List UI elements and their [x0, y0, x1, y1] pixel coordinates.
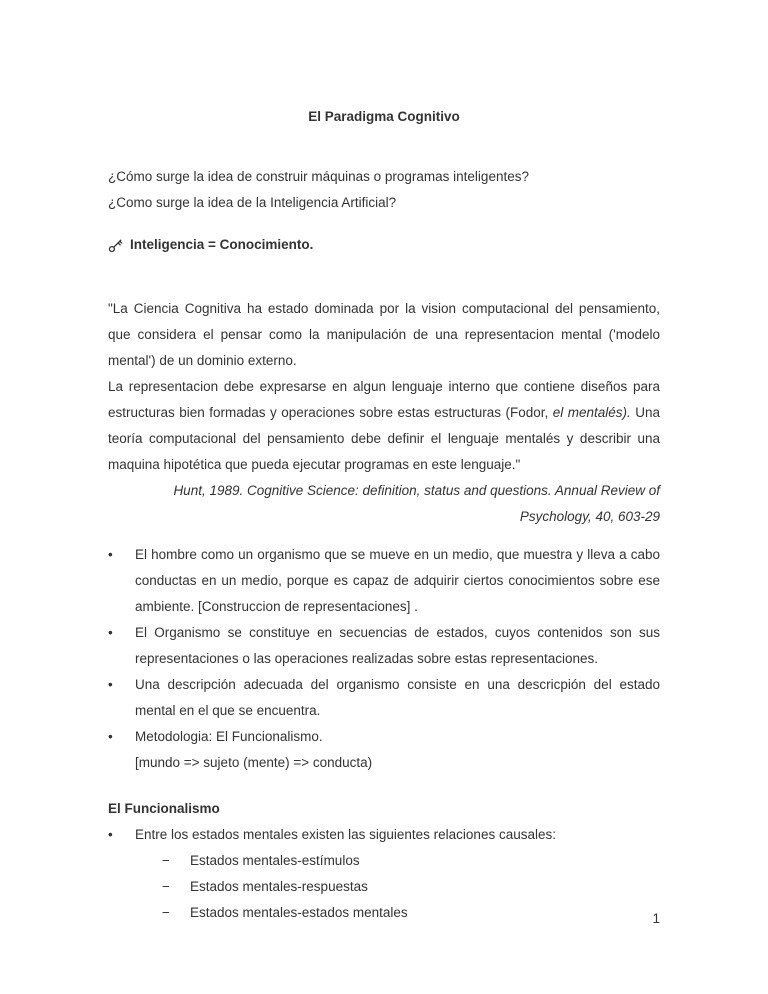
key-icon [108, 238, 123, 253]
intro-line: ¿Cómo surge la idea de construir máquinas o programas inteligentes? [108, 169, 529, 184]
page-title: El Paradigma Cognitivo [308, 109, 460, 124]
bullet-text: Una descripción adecuada del organismo consiste en una descricpión del estado mental en el que se encuentra. [135, 677, 660, 718]
page-number: 1 [652, 911, 660, 926]
bullet-marker: • [108, 547, 113, 562]
sub-item [162, 848, 660, 874]
list-item [108, 672, 660, 724]
sub-item-text: Estados mentales-estados mentales [190, 905, 408, 920]
quote-part: Una teoría computacional del pensamiento debe definir el lenguaje mentalés y describir una maquina hipotética que pueda ejecutar programas en este lenguaje." [108, 405, 660, 472]
section-heading: El Funcionalismo [108, 801, 220, 816]
bullet-text: El Organismo se constituye en secuencias de estados, cuyos contenidos son sus representaciones o las operaciones realizadas sobre estas representaciones. [135, 625, 660, 666]
dash-marker: − [162, 879, 170, 894]
bullet-text: Entre los estados mentales existen las siguientes relaciones causales: [135, 827, 556, 842]
bullet-text [135, 724, 660, 776]
list-item [108, 620, 660, 672]
list-item [108, 542, 660, 620]
list-item [108, 822, 660, 848]
sub-item [162, 900, 660, 926]
dash-marker: − [162, 905, 170, 920]
metodologia-note: [mundo => sujeto (mente) => conducta) [135, 755, 373, 770]
intro-questions [108, 164, 660, 216]
metodologia-text: Metodologia: El Funcionalismo. [135, 729, 323, 744]
bullet-text: El hombre como un organismo que se mueve en un medio, que muestra y lleva a cabo conductas en un medio, porque es capaz de adquirir ciertos conocimientos sobre ese ambiente. [Construccion de representaciones] . [135, 547, 660, 614]
list-item [108, 724, 660, 776]
bullet-list [108, 542, 660, 776]
key-statement-text: Inteligencia = Conocimiento. [130, 237, 314, 252]
quote-paragraph [108, 296, 660, 478]
sub-item-text: Estados mentales-estímulos [190, 853, 360, 868]
bullet-marker: • [108, 729, 113, 744]
citation-line: Hunt, 1989. Cognitive Science: definition, status and questions. Annual Review of [173, 483, 660, 498]
key-statement [108, 232, 660, 258]
bullet-marker: • [108, 827, 113, 842]
sub-item [162, 874, 660, 900]
sub-item-text: Estados mentales-respuestas [190, 879, 368, 894]
quote-term-italic: el mentalés). [552, 405, 631, 420]
intro-line: ¿Como surge la idea de la Inteligencia Artificial? [108, 195, 397, 210]
sub-item-list [108, 848, 660, 926]
citation [108, 478, 660, 530]
quote-part: La representacion debe expresarse en algun lenguaje interno que contiene diseños para estructuras bien formadas y operaciones sobre estas estructuras (Fodor, [108, 379, 660, 420]
quote-part: "La Ciencia Cognitiva ha estado dominada por la vision computacional del pensamiento, que considera el pensar como la manipulación de una representacion mental ('modelo mental') de un dominio externo. [108, 301, 660, 368]
dash-marker: − [162, 853, 170, 868]
citation-line: Psychology, 40, 603-29 [519, 509, 660, 524]
bullet-marker: • [108, 677, 113, 692]
bullet-marker: • [108, 625, 113, 640]
